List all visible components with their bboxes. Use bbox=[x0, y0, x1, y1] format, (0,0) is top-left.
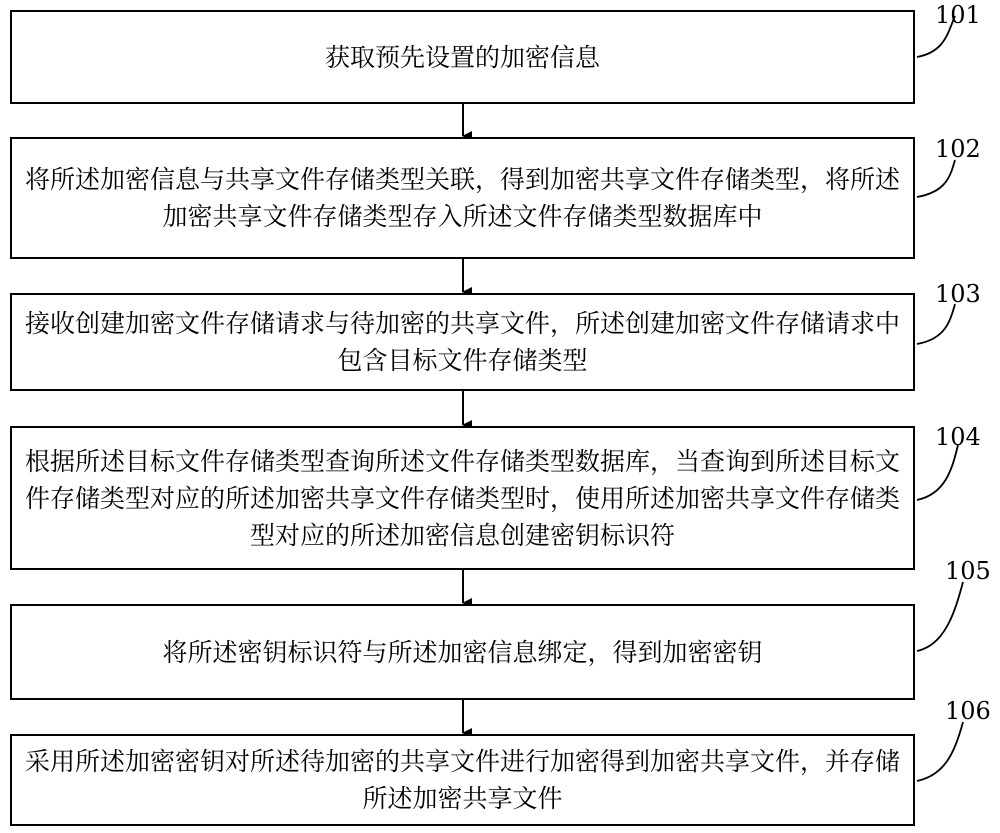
step-105-box bbox=[10, 604, 915, 700]
step-105-text: 将所述密钥标识符与所述加密信息绑定，得到加密密钥 bbox=[162, 637, 763, 667]
step-104-label: 104 bbox=[935, 423, 981, 451]
step-104-box bbox=[10, 426, 915, 570]
leader-105 bbox=[917, 582, 963, 651]
step-106-text: 采用所述加密密钥对所述待加密的共享文件进行加密得到加密共享文件，并存储所述加密共享文件 bbox=[24, 747, 900, 813]
leader-106 bbox=[917, 722, 963, 781]
step-101-box bbox=[10, 10, 915, 104]
leader-104 bbox=[917, 445, 958, 500]
step-102-box bbox=[10, 137, 915, 259]
step-105-label: 105 bbox=[945, 557, 991, 585]
step-101-label: 101 bbox=[935, 1, 981, 29]
step-102-text: 将所述加密信息与共享文件存储类型关联，得到加密共享文件存储类型，将所述加密共享文件存储类型存入所述文件存储类型数据库中 bbox=[24, 165, 900, 231]
step-106-box bbox=[10, 734, 915, 826]
step-106-label: 106 bbox=[945, 697, 991, 725]
leader-103 bbox=[917, 304, 955, 344]
leader-102 bbox=[917, 160, 955, 197]
step-103-label: 103 bbox=[935, 280, 981, 308]
step-101-text: 获取预先设置的加密信息 bbox=[324, 42, 600, 72]
step-103-text: 接收创建加密文件存储请求与待加密的共享文件，所述创建加密文件存储请求中包含目标文件存储类型 bbox=[24, 309, 900, 375]
step-103-box bbox=[10, 293, 915, 391]
step-104-text: 根据所述目标文件存储类型查询所述文件存储类型数据库，当查询到所述目标文件存储类型对应的所述加密共享文件存储类型时，使用所述加密共享文件存储类型对应的所述加密信息创建密钥标识符 bbox=[24, 446, 900, 550]
step-102-label: 102 bbox=[935, 135, 981, 163]
